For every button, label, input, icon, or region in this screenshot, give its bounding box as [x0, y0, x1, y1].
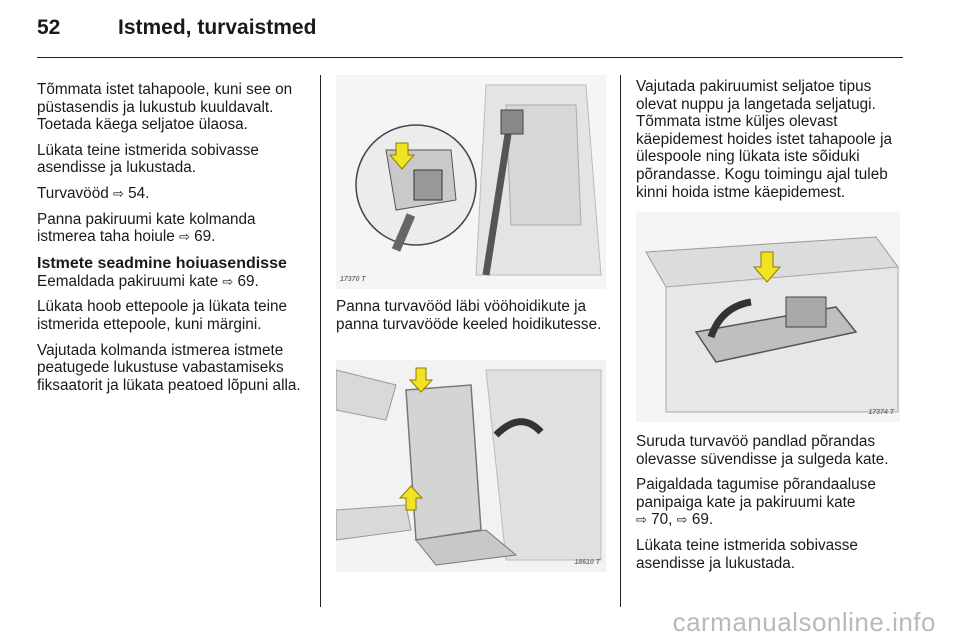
headrest-release-illustration	[336, 360, 606, 572]
paragraph	[636, 476, 908, 529]
paragraph: Lükata teine istmerida sobivasse asendisse ja lukustada.	[636, 536, 858, 572]
paragraph: Vajutada pakiruumist seljatoe tipus olevat nuppu ja langetada seljatugi. Tõmmata istme küljes olevast käepidemest hoides istet tahapoole ja ülespoole ning lükata iste sõiduki põrandasse. Kogu toimingu ajal tuleb kinni hoida istme käepidemest.	[636, 78, 892, 201]
paragraph-text: Paigaldada tagumise põrandaaluse panipaiga kate ja pakiruumi kate	[636, 476, 876, 511]
paragraph: Suruda turvavöö pandlad põrandas olevasse süvendisse ja sulgeda kate.	[636, 433, 889, 468]
page-ref-arrow-icon: ⇨	[222, 273, 234, 289]
seat-fold-illustration	[636, 212, 900, 422]
page-ref-arrow-icon: ⇨	[112, 185, 124, 201]
figure-code: 17374 T	[868, 409, 894, 416]
watermark: carmanualsonline.info	[672, 607, 936, 637]
page-ref-arrow-icon: ⇨	[179, 229, 190, 245]
paragraph	[37, 273, 309, 291]
paragraph-text: Eemaldada pakiruumi kate	[37, 272, 219, 290]
page-ref-arrow-icon: ⇨	[676, 512, 688, 528]
page-ref[interactable]: 69.	[237, 272, 259, 290]
paragraph: Vajutada kolmanda istmerea istmete peatugede lukustuse vabastamiseks fiksaatorit ja lükata peatoed lõpuni alla.	[37, 341, 301, 394]
paragraph: Panna turvavööd läbi vööhoidikute ja panna turvavööde keeled hoidikutesse.	[336, 298, 602, 333]
figure-code: 17370 T	[340, 276, 366, 283]
page-number: 52	[37, 16, 61, 39]
figure-seatbelt-guide	[336, 75, 606, 289]
paragraph: Tõmmata istet tahapoole, kuni see on püstasendis ja lukustub kuuldavalt. Toetada käega seljatoe ülaosa.	[37, 81, 293, 134]
figure-caption	[336, 298, 608, 341]
page-header	[0, 0, 960, 60]
column-1	[37, 81, 309, 402]
paragraph-text: Panna pakiruumi kate kolmanda istmerea taha hoiule	[37, 210, 256, 246]
section-heading: Istmete seadmine hoiuasendisse	[37, 254, 287, 272]
page-ref[interactable]: 69.	[691, 511, 714, 529]
paragraph: Lükata teine istmerida sobivasse asendisse ja lukustada.	[37, 141, 259, 177]
seatbelt-guide-illustration	[336, 75, 606, 289]
figure-seat-fold	[636, 212, 900, 422]
header-rule	[37, 57, 903, 58]
column-3-top	[636, 78, 906, 209]
column-divider-2	[620, 75, 621, 607]
column-3-bottom	[636, 433, 908, 580]
column-divider-1	[320, 75, 321, 607]
page-ref-arrow-icon: ⇨	[636, 512, 647, 528]
paragraph	[37, 211, 309, 246]
figure-code: 18610 T	[574, 559, 600, 566]
paragraph-text: Turvavööd	[37, 184, 109, 202]
figure-headrest-release	[336, 360, 606, 572]
paragraph	[37, 185, 309, 203]
paragraph: Lükata hoob ettepoole ja lükata teine istmerida ettepoole, kuni märgini.	[37, 298, 288, 333]
page-ref[interactable]: 70,	[651, 511, 673, 529]
page-ref[interactable]: 54.	[128, 184, 150, 202]
page-ref[interactable]: 69.	[194, 228, 216, 246]
chapter-title: Istmed, turvaistmed	[118, 16, 317, 39]
